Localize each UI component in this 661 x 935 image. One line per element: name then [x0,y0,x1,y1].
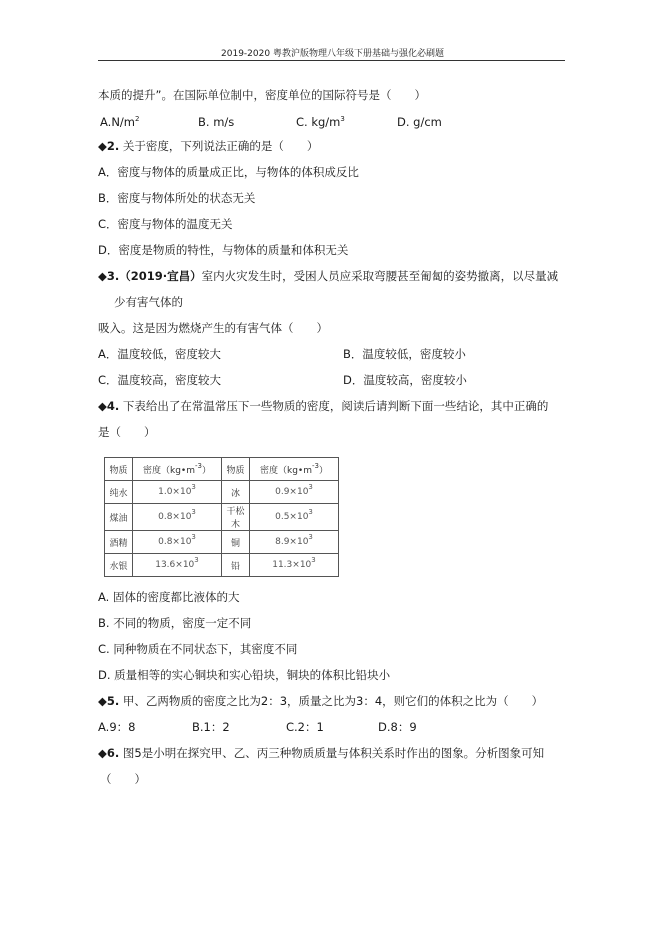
q5-number: ◆5. [98,694,120,708]
substance-cell: 铜 [222,531,250,554]
table-header-density-2 [250,458,339,481]
q1-option-d: D. g/cm [397,115,442,129]
table-row [105,481,339,504]
q3-option-b: B．温度较低，密度较小 [343,347,466,361]
density-exponent: 3 [191,508,196,516]
substance-cell: 铅 [222,554,250,577]
q2-number: ◆2. [98,139,120,153]
q4-stem-line2: 是（ ） [98,425,156,439]
q4-option-a: A. 固体的密度都比液体的大 [98,590,240,604]
q3-stem [98,269,558,283]
density-cell [133,554,222,577]
table-header-substance-2: 物质 [222,458,250,481]
q2-option-a: A．密度与物体的质量成正比，与物体的体积成反比 [98,165,359,179]
substance-cell: 水银 [105,554,133,577]
page-header: 2019-2020 粤教沪版物理八年级下册基础与强化必刷题 [221,49,444,59]
q4-number: ◆4. [98,399,120,413]
q1-option-b: B. m/s [198,115,235,129]
q5-stem [98,694,543,708]
density-value: 0.5×10 [275,512,309,522]
q1-stem-tail: 本质的提升”。在国际单位制中，密度单位的国际符号是（ ） [98,88,426,102]
density-exponent: 3 [191,483,196,491]
q1-option-c-sup: 3 [340,115,345,123]
density-cell [250,481,339,504]
q2-option-b: B．密度与物体所处的状态无关 [98,191,256,205]
header-density-1-end: ） [201,465,211,476]
q6-number: ◆6. [98,746,120,760]
q3-option-c: C．温度较高，密度较大 [98,373,222,387]
header-density-1-text: 密度（kg•m [142,465,195,476]
table-row [105,531,339,554]
density-value: 13.6×10 [155,560,195,570]
q3-stem-line3: 吸入。这是因为燃烧产生的有害气体（ ） [98,321,328,335]
density-value: 1.0×10 [158,487,192,497]
q2-option-c: C．密度与物体的温度无关 [98,217,233,231]
header-density-1-sup: -3 [195,461,202,470]
q4-text: 下表给出了在常温常压下一些物质的密度，阅读后请判断下面一些结论，其中正确的 [119,399,549,413]
density-table [104,457,339,577]
q3-text: 室内火灾发生时，受困人员应采取弯腰甚至匍匐的姿势撤离，以尽量减 [201,269,559,283]
q4-option-b: B. 不同的物质，密度一定不同 [98,616,252,630]
q2-option-d: D．密度是物质的特性，与物体的质量和体积无关 [98,243,349,257]
density-exponent: 3 [308,533,313,541]
q1-option-a-sup: 2 [135,115,140,123]
q4-option-d: D. 质量相等的实心铜块和实心铅块，铜块的体积比铅块小 [98,668,391,682]
density-cell [133,504,222,531]
q6-text: 图5是小明在探究甲、乙、丙三种物质质量与体积关系时作出的图象。分析图象可知 [119,746,545,760]
density-exponent: 3 [191,533,196,541]
density-value: 11.3×10 [272,560,312,570]
density-cell [250,554,339,577]
substance-cell: 煤油 [105,504,133,531]
density-value: 0.8×10 [158,537,192,547]
table-header-density-1 [133,458,222,481]
density-value: 8.9×10 [275,537,309,547]
q1-option-c-text: C. kg/m [296,115,341,129]
q1-option-a [100,115,139,129]
table-row [105,504,339,531]
header-density-2-end: ） [318,465,328,476]
q2-text: 关于密度，下列说法正确的是（ ） [119,139,319,153]
q1-option-c [296,115,345,129]
density-cell [250,504,339,531]
substance-cell: 酒精 [105,531,133,554]
q4-option-c: C. 同种物质在不同状态下，其密度不同 [98,642,298,656]
density-cell [133,531,222,554]
q5-option-a: A.9：8 [98,720,136,734]
substance-cell: 冰 [222,481,250,504]
q3-option-a: A．温度较低，密度较大 [98,347,221,361]
header-density-2-sup: -3 [312,461,319,470]
header-density-2-text: 密度（kg•m [259,465,312,476]
density-exponent: 3 [308,483,313,491]
q4-stem [98,399,548,413]
q2-stem [98,139,318,153]
substance-cell: 纯水 [105,481,133,504]
q3-number: ◆3.（2019·宜昌） [98,269,202,283]
density-value: 0.9×10 [275,487,309,497]
q5-option-b: B.1：2 [192,720,230,734]
q5-text: 甲、乙两物质的密度之比为2：3，质量之比为3：4，则它们的体积之比为（ ） [119,694,544,708]
header-divider [98,60,565,61]
q5-option-d: D.8：9 [378,720,417,734]
density-cell [250,531,339,554]
q1-option-a-text: A.N/m [100,115,135,129]
q6-stem [98,746,544,760]
table-row [105,554,339,577]
density-cell [133,481,222,504]
density-exponent: 3 [308,508,313,516]
q6-stem-line2: （ ） [100,772,146,786]
density-value: 0.8×10 [158,512,192,522]
q3-stem-line2: 少有害气体的 [114,295,183,309]
density-exponent: 3 [194,556,199,564]
q5-option-c: C.2：1 [286,720,324,734]
table-header-substance-1: 物质 [105,458,133,481]
density-exponent: 3 [311,556,316,564]
substance-cell: 干松木 [222,504,250,531]
q3-option-d: D．温度较高，密度较小 [343,373,467,387]
table-header-row [105,458,339,481]
